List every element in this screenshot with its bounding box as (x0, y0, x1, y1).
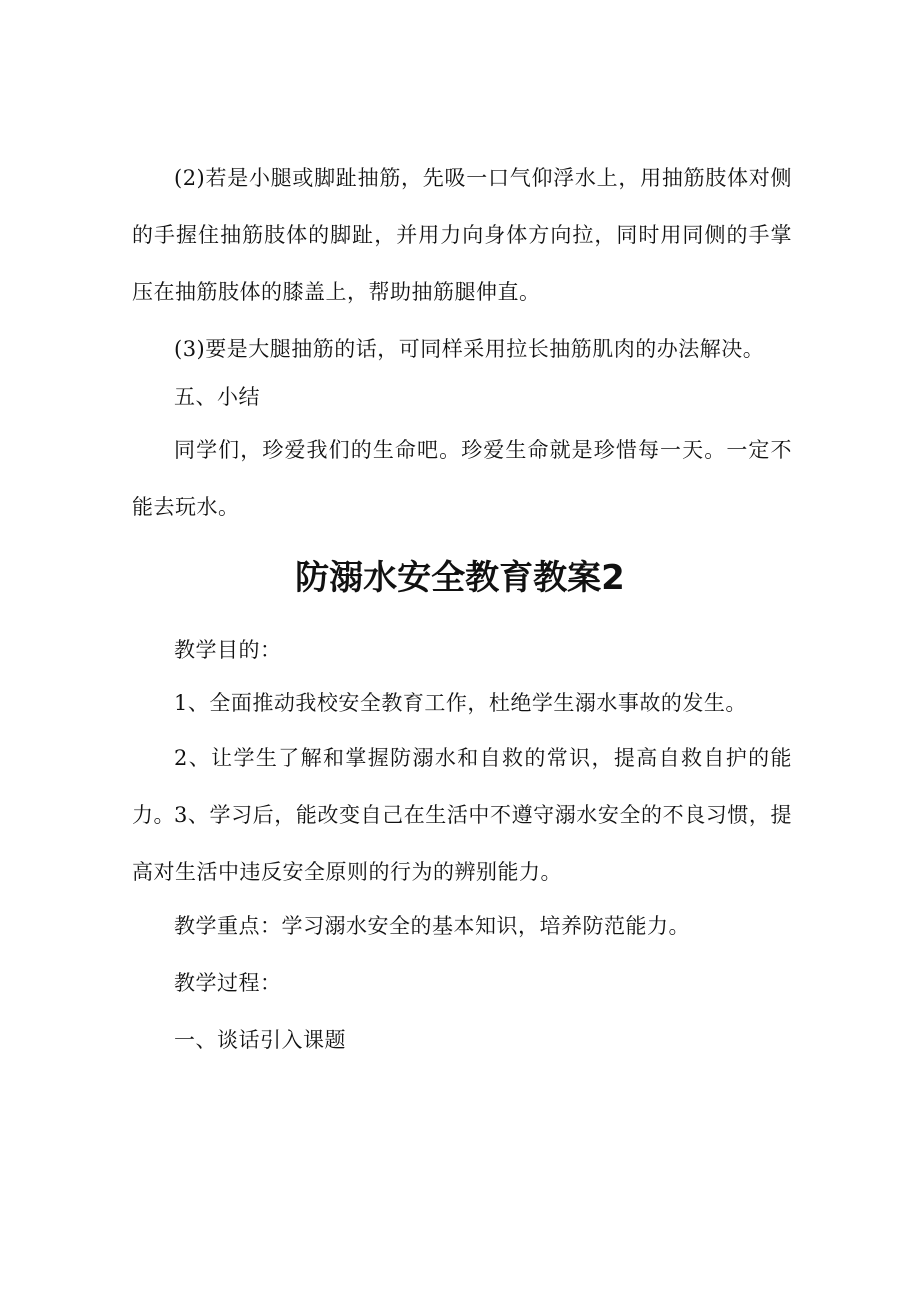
label-teaching-process: 教学过程： (174, 971, 282, 995)
label-teaching-focus: 教学重点：学习溺水安全的基本知识，培养防范能力。 (174, 914, 690, 938)
paragraph-summary: 同学们，珍爱我们的生命吧。珍爱生命就是珍惜每一天。一定不能去玩水。 (132, 438, 792, 519)
section-heading-summary: 五、小结 (174, 385, 260, 409)
label-teaching-goals: 教学目的： (174, 638, 282, 662)
paragraph-calf-cramp: (2)若是小腿或脚趾抽筋，先吸一口气仰浮水上，用抽筋肢体对侧的手握住抽筋肢体的脚趾，并用力向身体方向拉，同时用同侧的手掌压在抽筋肢体的膝盖上，帮助抽筋腿伸直。 (132, 166, 792, 304)
goal-item-3: 3、学习后，能改变自己在生活中不遵守溺水安全的不良习惯，提高对生活中违反安全原则的行为的辨别能力。 (132, 803, 792, 884)
goal-item-2: 2、让学生了解和掌握防溺水和自救的常识，提高自救自护的能力。 (132, 746, 792, 827)
document-title: 防溺水安全教育教案2 (295, 558, 625, 598)
goal-item-1: 1、全面推动我校安全教育工作，杜绝学生溺水事故的发生。 (174, 691, 747, 715)
section-heading-intro: 一、谈话引入课题 (174, 1028, 346, 1052)
paragraph-thigh-cramp: (3)要是大腿抽筋的话，可同样采用拉长抽筋肌肉的办法解决。 (174, 337, 765, 361)
